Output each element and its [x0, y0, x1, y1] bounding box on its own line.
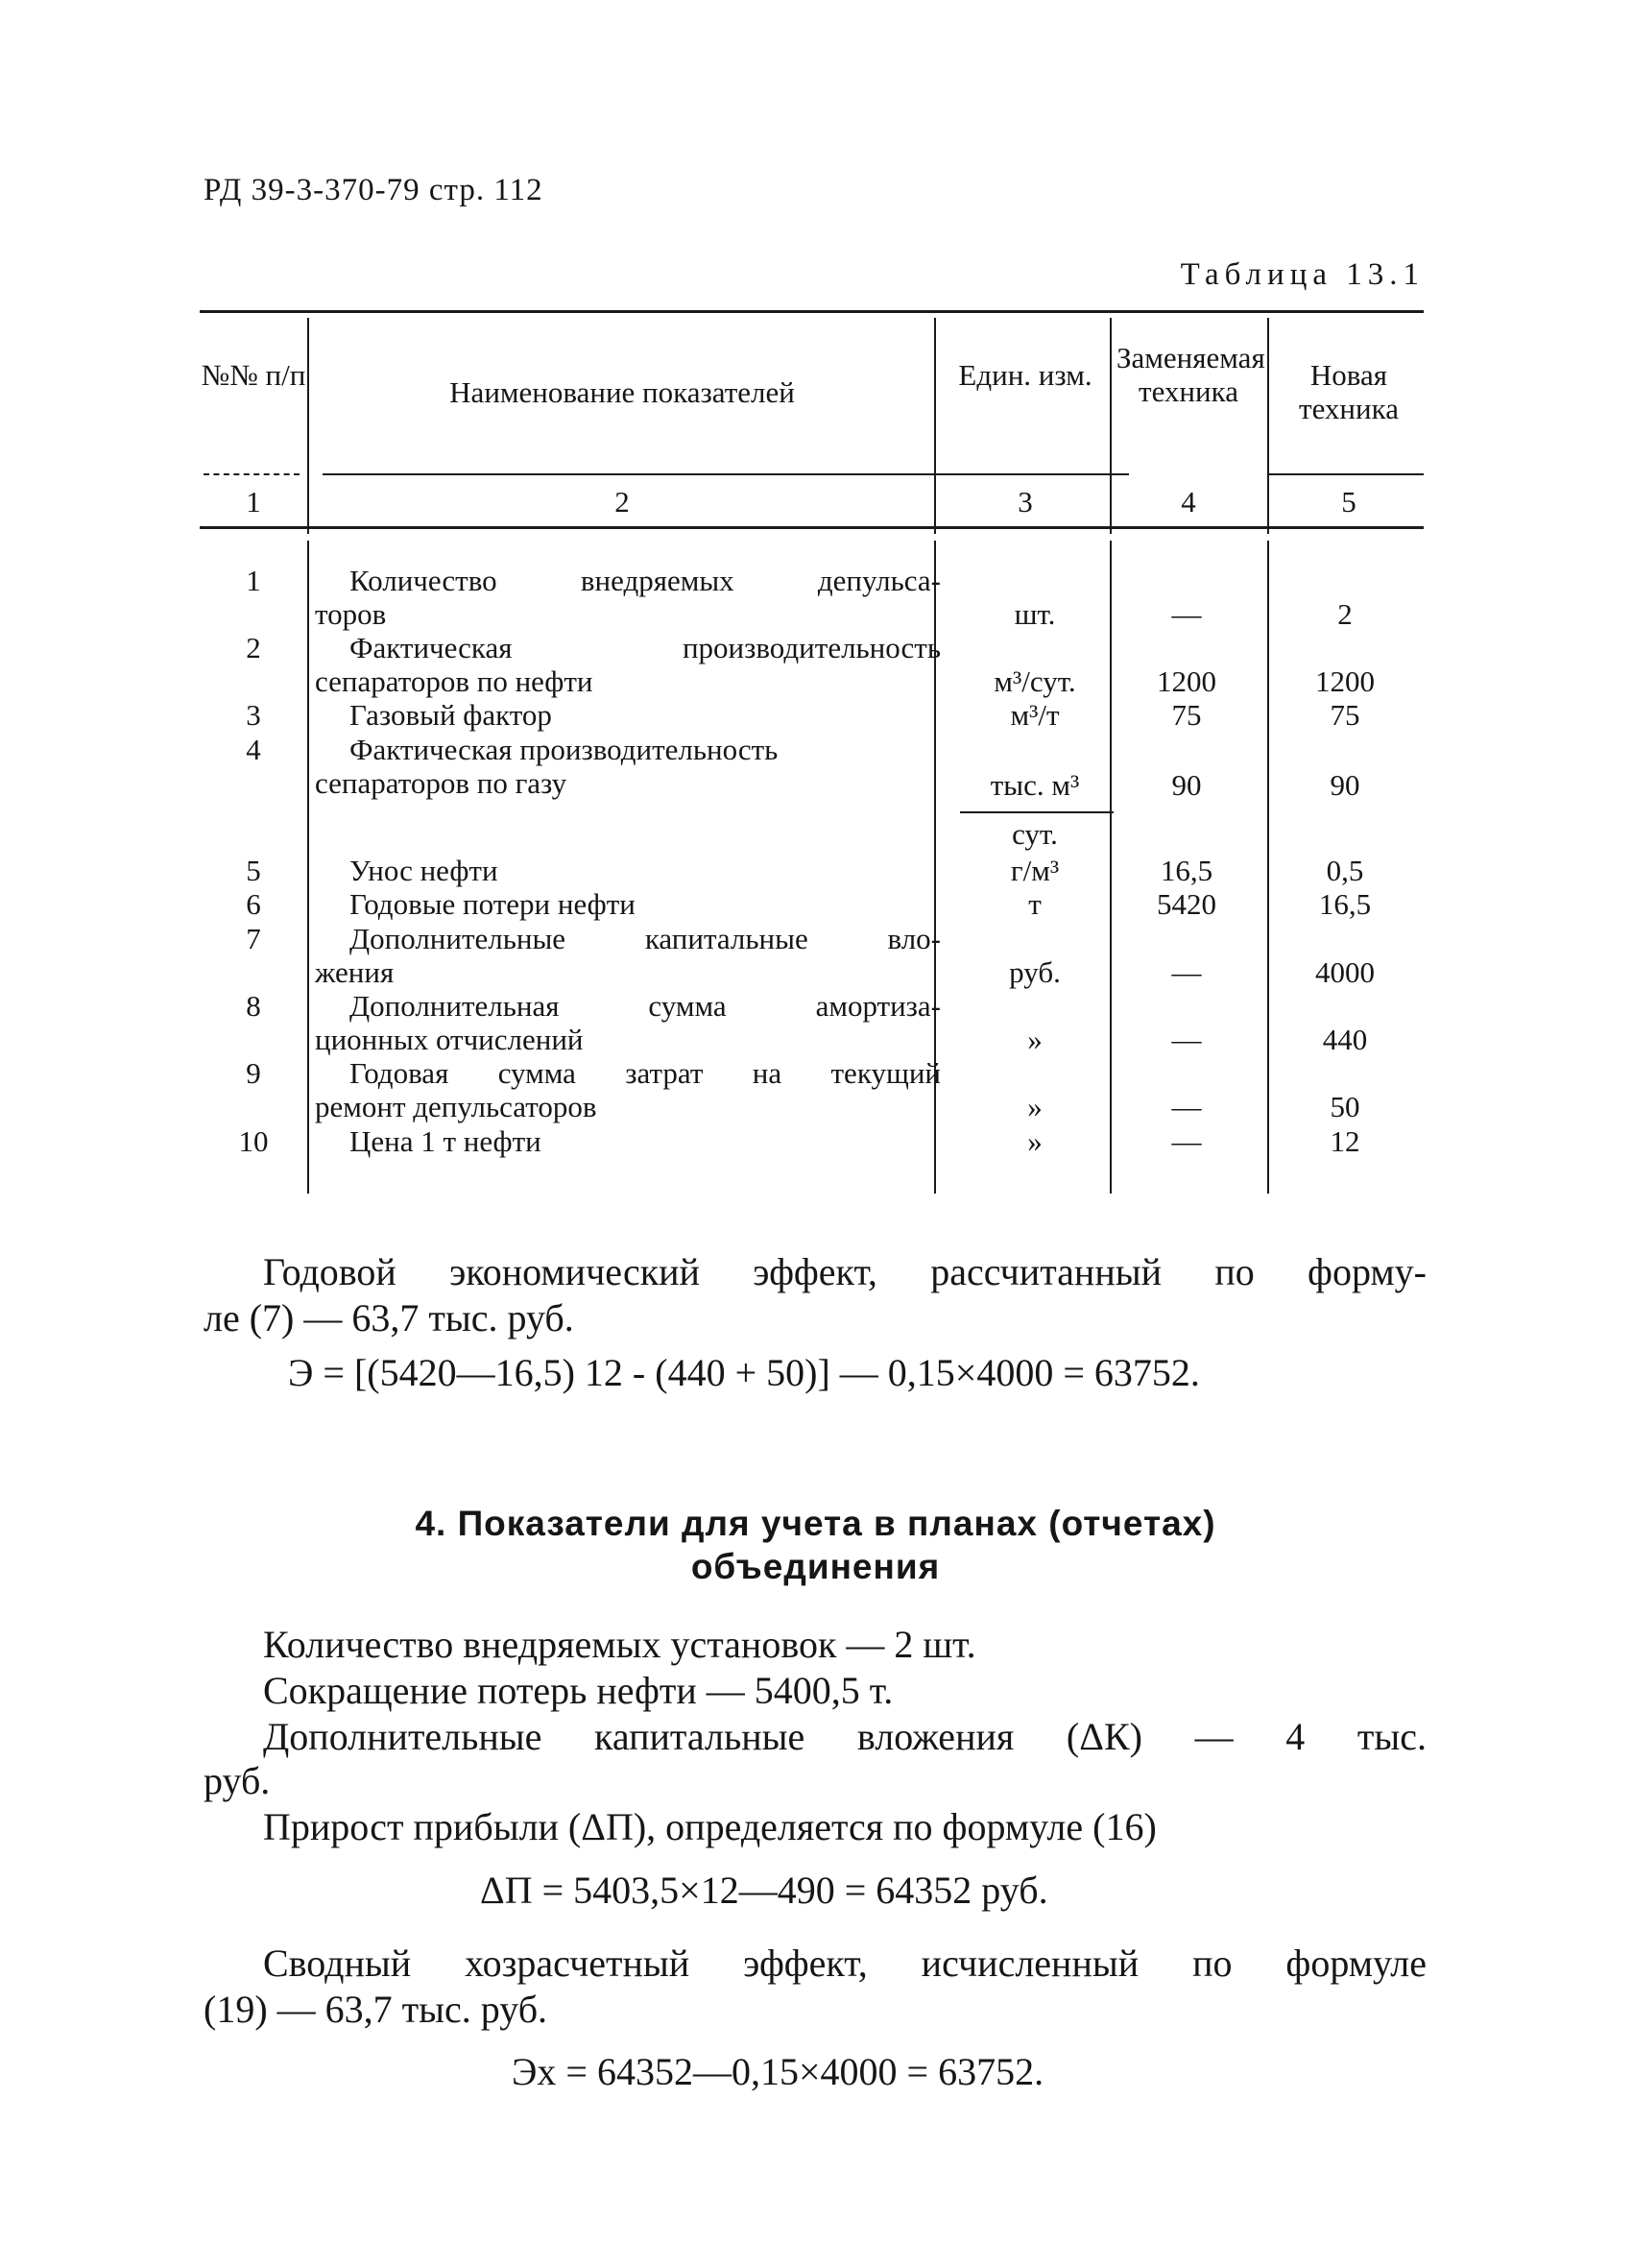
paragraph-line: Годовой экономический эффект, рассчитанный по форму- [263, 1250, 1427, 1293]
col-rule [307, 541, 309, 1194]
row-unit: г/м³ [1010, 854, 1060, 887]
row-name-line: Дополнительные капитальные вло- [349, 922, 941, 955]
row-name-line: сепараторов по нефти [315, 664, 593, 698]
row-name-line: жения [315, 955, 395, 989]
row-old-value: — [1171, 1090, 1202, 1123]
row-new-value: 440 [1322, 1023, 1368, 1056]
row-name [315, 564, 941, 631]
row-name-line: Цена 1 т нефти [349, 1124, 541, 1158]
col-rule [307, 318, 309, 534]
col-number: 1 [246, 485, 261, 519]
header-divider [323, 473, 1129, 475]
row-old-value: 16,5 [1160, 854, 1213, 887]
paragraph-line: Сводный хозрасчетный эффект, исчисленный по формуле [263, 1942, 1427, 1985]
row-unit: м³/т [1010, 698, 1060, 732]
row-old-value: — [1171, 1124, 1202, 1158]
header-divider [1267, 473, 1424, 475]
paragraph-line: Количество внедряемых установок — 2 шт. [263, 1623, 976, 1666]
page-header: РД 39-3-370-79 стр. 112 [204, 173, 543, 207]
header-new: Новая техника [1299, 358, 1399, 425]
row-name [315, 1124, 941, 1158]
row-old-value: — [1171, 1023, 1202, 1056]
row-unit: » [1027, 1124, 1043, 1158]
section-heading: 4. Показатели для учета в планах (отчетах) [415, 1504, 1216, 1543]
row-name-line: Количество внедряемых депульса- [349, 564, 941, 597]
row-name-line: сепараторов по газу [315, 766, 567, 800]
row-name [315, 631, 941, 698]
row-name-line: Дополнительная сумма амортиза- [349, 989, 941, 1023]
row-number: 7 [246, 922, 261, 955]
row-old-value: 1200 [1157, 664, 1216, 698]
row-number: 2 [246, 631, 261, 664]
row-name [315, 887, 941, 921]
row-name [315, 922, 941, 989]
row-name-line: Фактическая производительность [349, 631, 941, 664]
row-name-line: ционных отчислений [315, 1023, 584, 1056]
col-rule [934, 318, 936, 534]
row-name [315, 698, 941, 732]
row-old-value: 5420 [1157, 887, 1216, 921]
paragraph-line: Дополнительные капитальные вложения (ΔК) — 4 тыс. [263, 1715, 1427, 1758]
table-caption: Таблица 13.1 [1180, 257, 1425, 292]
header-name: Наименование показателей [449, 375, 795, 409]
col-number: 4 [1181, 485, 1196, 519]
paragraph-line: Сокращение потерь нефти — 5400,5 т. [263, 1669, 894, 1712]
table-top-rule [200, 310, 1424, 313]
paragraph-line: Прирост прибыли (ΔП), определяется по формуле (16) [263, 1805, 1157, 1848]
header-num: №№ п/п [201, 358, 306, 392]
row-name [315, 1056, 941, 1123]
col-rule [1267, 541, 1269, 1194]
formula: Э = [(5420—16,5) 12 - (440 + 50)] — 0,15×4000 = 63752. [288, 1351, 1200, 1394]
row-name-line: Газовый фактор [349, 698, 552, 732]
section-heading: объединения [690, 1547, 941, 1586]
row-number: 9 [246, 1056, 261, 1090]
row-number: 4 [246, 733, 261, 766]
row-old-value: 90 [1171, 768, 1202, 802]
row-unit: шт. [1014, 597, 1056, 631]
row-new-value: 50 [1330, 1090, 1360, 1123]
row-number: 5 [246, 854, 261, 887]
row-unit-denominator: сут. [1012, 817, 1058, 851]
row-name [315, 854, 941, 887]
paragraph-line: руб. [204, 1759, 271, 1802]
row-unit: » [1027, 1090, 1043, 1123]
row-name-line: Унос нефти [349, 854, 498, 887]
row-new-value: 16,5 [1318, 887, 1372, 921]
col-rule [1110, 318, 1112, 534]
row-name-line: Годовая сумма затрат на текущий [349, 1056, 941, 1090]
row-new-value: 0,5 [1326, 854, 1364, 887]
row-old-value: 75 [1171, 698, 1202, 732]
row-number: 10 [238, 1124, 269, 1158]
row-name-line: Годовые потери нефти [349, 887, 636, 921]
colnum-rule [200, 526, 1424, 529]
data-table [200, 310, 1424, 1203]
row-old-value: — [1171, 597, 1202, 631]
row-number: 6 [246, 887, 261, 921]
row-number: 8 [246, 989, 261, 1023]
unit-fraction-line [960, 811, 1114, 813]
row-new-value: 75 [1330, 698, 1360, 732]
paragraph-line: ле (7) — 63,7 тыс. руб. [204, 1296, 574, 1339]
formula: ΔП = 5403,5×12—490 = 64352 руб. [480, 1869, 1048, 1912]
col-rule [1267, 318, 1269, 534]
row-old-value: — [1171, 955, 1202, 989]
row-name [315, 733, 941, 800]
col-number: 3 [1018, 485, 1033, 519]
header-unit: Един. изм. [958, 358, 1092, 392]
row-name-line: торов [315, 597, 387, 631]
col-number: 5 [1341, 485, 1356, 519]
row-number: 3 [246, 698, 261, 732]
row-new-value: 1200 [1315, 664, 1375, 698]
row-new-value: 4000 [1315, 955, 1375, 989]
row-unit: м³/сут. [994, 664, 1076, 698]
row-name-line: Фактическая производительность [349, 733, 779, 766]
row-name-line: ремонт депульсаторов [315, 1090, 597, 1123]
row-unit: руб. [1009, 955, 1061, 989]
row-number: 1 [246, 564, 261, 597]
header-old: Заменяемая техника [1116, 341, 1265, 408]
row-new-value: 90 [1330, 768, 1360, 802]
header-divider [204, 473, 300, 475]
formula: Эх = 64352—0,15×4000 = 63752. [512, 2050, 1044, 2093]
row-new-value: 12 [1330, 1124, 1360, 1158]
row-new-value: 2 [1337, 597, 1353, 631]
row-unit: » [1027, 1023, 1043, 1056]
row-unit: т [1028, 887, 1042, 921]
row-unit: тыс. м³ [990, 768, 1080, 802]
row-name [315, 989, 941, 1056]
paragraph-line: (19) — 63,7 тыс. руб. [204, 1988, 548, 2031]
col-number: 2 [614, 485, 630, 519]
